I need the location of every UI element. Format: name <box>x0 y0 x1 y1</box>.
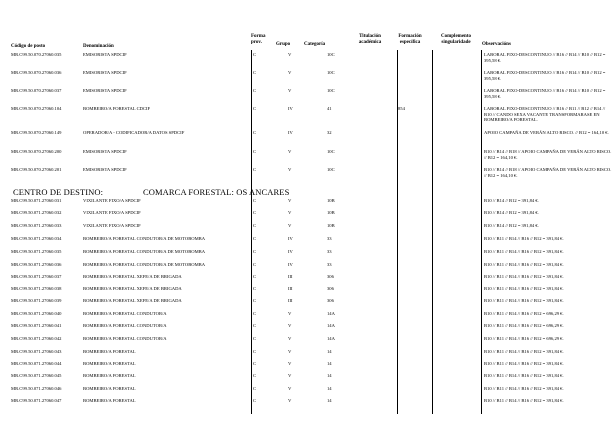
row-obs: B10 // B11 // B14 // B16 // B12 = 391,84 €. <box>484 262 564 267</box>
header-grupo: Grupo <box>276 42 291 47</box>
row-obs: B10 // B14 // B12 = 391,84 €. <box>484 210 539 215</box>
row-obs: LABORAL FIXO-DESCONTINUO // B16 // B14 // B10 // B12 = 395,58 €. <box>484 52 606 63</box>
row-grupo: V <box>288 398 292 403</box>
header-denominacion: Denominación <box>83 44 114 49</box>
header-formacion-line1: Formación <box>398 34 422 39</box>
row-grupo: V <box>288 386 292 391</box>
row-prov: C <box>253 298 257 303</box>
row-grupo: V <box>288 349 292 354</box>
row-name: BOMBEIRO/A FORESTAL <box>83 386 136 391</box>
row-cat: 33 <box>327 249 332 254</box>
row-prov: C <box>253 106 257 111</box>
row-obs: B10 // B14 // B18 // APOIO CAMPAÑA DE VERÁN ALTO RISCO. // B12 = 164,10 €. <box>484 149 612 160</box>
row-prov: C <box>253 286 257 291</box>
row-cat: 41 <box>327 106 332 111</box>
row-prov: C <box>253 349 257 354</box>
row-name: BOMBEIRO/A FORESTAL CDCIF <box>83 106 151 111</box>
row-prov: C <box>253 198 257 203</box>
row-code: MR.C99.50.070.27060.149 <box>11 130 62 135</box>
row-name: EMISORISTA SPDCIF <box>83 70 127 75</box>
row-obs: B10 // B11 // B14 // B16 // B12 = 391,84 €. <box>484 298 564 303</box>
row-code: MR.C99.50.071.27060.047 <box>11 398 62 403</box>
row-grupo: V <box>288 167 292 172</box>
row-name: BOMBEIRO/A FORESTAL CONDUTOR/A <box>83 311 167 316</box>
row-prov: C <box>253 336 257 341</box>
row-grupo: V <box>288 88 292 93</box>
row-name: VIXILANTE FIXO/A SPDCIF <box>83 210 141 215</box>
row-name: BOMBEIRO/A FORESTAL XEFE/A DE BRIGADA <box>83 274 182 279</box>
row-cat: 306 <box>327 298 334 303</box>
row-esp: 854 <box>398 106 405 111</box>
row-cat: 306 <box>327 286 334 291</box>
row-obs: B10 // B11 // B14 // B16 // B12 = 696,29 €. <box>484 311 564 316</box>
row-cat: 14A <box>327 323 335 328</box>
row-code: MR.C99.50.071.27060.031 <box>11 198 62 203</box>
row-name: VIXILANTE FIXO/A SPDCIF <box>83 223 141 228</box>
row-cat: 33 <box>327 262 332 267</box>
row-name: VIXILANTE FIXO/A SPDCIF <box>83 198 141 203</box>
row-name: EMISORISTA SPDCIF <box>83 88 127 93</box>
row-prov: C <box>253 249 257 254</box>
row-grupo: V <box>288 323 292 328</box>
row-prov: C <box>253 236 257 241</box>
header-complemento-line1: Complemento <box>441 34 471 39</box>
row-grupo: V <box>288 210 292 215</box>
row-code: MR.C99.50.071.27060.033 <box>11 223 62 228</box>
row-code: MR.C99.50.071.27060.038 <box>11 286 62 291</box>
row-obs: B10 // B14 // B12 = 391,84 €. <box>484 198 539 203</box>
comarca-name: COMARCA FORESTAL: OS ANCARES <box>143 187 290 197</box>
row-grupo: V <box>288 361 292 366</box>
row-name: BOMBEIRO/A FORESTAL CONDUTOR/A DE MOTOBOMBA <box>83 262 206 267</box>
row-obs: B10 // B11 // B14 // B16 // B12 = 391,84 €. <box>484 386 564 391</box>
header-titulacion-line1: Titulación <box>359 34 381 39</box>
row-prov: C <box>253 398 257 403</box>
row-cat: 14A <box>327 311 335 316</box>
row-cat: 32 <box>327 130 332 135</box>
row-grupo: V <box>288 52 292 57</box>
row-name: BOMBEIRO/A FORESTAL CONDUTOR/A DE MOTOBOMBA <box>83 236 206 241</box>
row-code: MR.C99.50.070.27060.035 <box>11 52 62 57</box>
row-name: BOMBEIRO/A FORESTAL XEFE/A DE BRIGADA <box>83 286 182 291</box>
row-obs: LABORAL FIXO-DESCONTINUO // B16 // B14 // B10 // B12 = 395,58 €. <box>484 88 606 99</box>
row-name: EMISORISTA SPDCIF <box>83 149 127 154</box>
row-prov: C <box>253 373 257 378</box>
row-obs: B10 // B11 // B14 // B16 // B12 = 391,84 €. <box>484 398 564 403</box>
row-name: BOMBEIRO/A FORESTAL <box>83 349 136 354</box>
row-prov: C <box>253 323 257 328</box>
row-name: BOMBEIRO/A FORESTAL CONDUTOR/A <box>83 336 167 341</box>
row-prov: C <box>253 149 257 154</box>
row-code: MR.C99.50.071.27060.034 <box>11 236 62 241</box>
row-code: MR.C99.50.071.27060.042 <box>11 336 62 341</box>
col-separator <box>397 50 398 414</box>
row-code: MR.C99.50.071.27060.036 <box>11 262 62 267</box>
row-code: MR.C99.50.071.27060.039 <box>11 298 62 303</box>
row-grupo: IV <box>288 236 293 241</box>
row-grupo: V <box>288 198 292 203</box>
row-grupo: V <box>288 373 292 378</box>
row-prov: C <box>253 167 257 172</box>
header-formacion <box>392 34 428 45</box>
row-obs: B10 // B11 // B14 // B16 // B12 = 391,84 €. <box>484 373 564 378</box>
row-grupo: IV <box>288 130 293 135</box>
header-observacions: Observacións <box>482 42 511 47</box>
header-forma-line1: Forma <box>251 34 266 39</box>
header-codigo: Código de posto <box>11 44 46 49</box>
row-cat: 10C <box>327 70 335 75</box>
row-obs: B10 // B14 // B18 // APOIO CAMPAÑA DE VERÁN ALTO RISCO. // B12 = 164,10 €. <box>484 167 612 178</box>
row-prov: C <box>253 52 257 57</box>
header-titulacion <box>352 34 388 45</box>
row-cat: 14 <box>327 386 332 391</box>
header-formacion-line2: específica <box>399 39 421 45</box>
row-code: MR.C99.50.070.27060.104 <box>11 106 62 111</box>
row-prov: C <box>253 70 257 75</box>
row-prov: C <box>253 88 257 93</box>
col-separator <box>251 50 252 414</box>
row-code: MR.C99.50.071.27060.043 <box>11 349 62 354</box>
row-obs: B10 // B11 // B14 // B16 // B12 = 391,84 €. <box>484 249 564 254</box>
row-obs: B10 // B11 // B14 // B16 // B12 = 391,84 €. <box>484 349 564 354</box>
row-grupo: V <box>288 311 292 316</box>
row-obs: LABORAL FIXO-DESCONTINUO // B16 // B14 // B10 // B12 = 395,58 €. <box>484 70 606 81</box>
row-prov: C <box>253 386 257 391</box>
row-cat: 306 <box>327 274 334 279</box>
row-code: MR.C99.50.071.27060.045 <box>11 373 62 378</box>
row-obs: B10 // B11 // B14 // B16 // B12 = 696,29 €. <box>484 336 564 341</box>
row-grupo: IV <box>288 249 293 254</box>
row-prov: C <box>253 311 257 316</box>
header-categoria: Categoría <box>304 42 326 47</box>
row-cat: 10C <box>327 149 335 154</box>
header-complemento <box>435 34 477 45</box>
row-cat: 14 <box>327 349 332 354</box>
row-code: MR.C99.50.070.27060.200 <box>11 149 62 154</box>
row-obs: LABORAL FIXO-DESCONTINUO // B16 // B11 // B12 // B14 // B10 // CANDO SEXA VACANTE TRANSFORMARASE EN BOMBEIRO/A FORESTAL. <box>484 106 606 123</box>
row-prov: C <box>253 130 257 135</box>
row-prov: C <box>253 274 257 279</box>
row-code: MR.C99.50.071.27060.044 <box>11 361 62 366</box>
header-titulacion-line2: académica <box>358 39 382 45</box>
row-cat: 10B <box>327 223 335 228</box>
row-cat: 33 <box>327 236 332 241</box>
row-code: MR.C99.50.071.27060.037 <box>11 274 62 279</box>
row-prov: C <box>253 262 257 267</box>
row-cat: 10B <box>327 198 335 203</box>
row-grupo: V <box>288 149 292 154</box>
row-obs: B10 // B11 // B14 // B16 // B12 = 391,84 €. <box>484 274 564 279</box>
row-name: BOMBEIRO/A FORESTAL <box>83 398 136 403</box>
row-cat: 10B <box>327 210 335 215</box>
row-prov: C <box>253 223 257 228</box>
row-prov: C <box>253 361 257 366</box>
header-complemento-line2: singularidade <box>441 39 471 45</box>
row-obs: B10 // B11 // B14 // B16 // B12 = 391,84 €. <box>484 236 564 241</box>
row-obs: APOIO CAMPAÑA DE VERÁN ALTO RISCO. // B12 = 164,10 €. <box>484 130 609 135</box>
col-separator <box>432 50 433 414</box>
row-grupo: V <box>288 223 292 228</box>
row-grupo: III <box>288 274 293 279</box>
row-name: BOMBEIRO/A FORESTAL CONDUTOR/A <box>83 323 167 328</box>
row-code: MR.C99.50.070.27060.037 <box>11 88 62 93</box>
row-grupo: III <box>288 286 293 291</box>
row-name: EMISORISTA SPDCIF <box>83 52 127 57</box>
row-obs: B10 // B11 // B14 // B16 // B12 = 391,84 €. <box>484 286 564 291</box>
row-cat: 14A <box>327 336 335 341</box>
row-grupo: III <box>288 298 293 303</box>
row-grupo: IV <box>288 262 293 267</box>
row-cat: 10C <box>327 88 335 93</box>
row-code: MR.C99.50.071.27060.041 <box>11 323 62 328</box>
row-name: BOMBEIRO/A FORESTAL <box>83 361 136 366</box>
row-name: EMISORISTA SPDCIF <box>83 167 127 172</box>
row-code: MR.C99.50.070.27060.036 <box>11 70 62 75</box>
row-name: BOMBEIRO/A FORESTAL XEFE/A DE BRIGADA <box>83 298 182 303</box>
row-name: BOMBEIRO/A FORESTAL CONDUTOR/A DE MOTOBOMBA <box>83 249 206 254</box>
row-cat: 10C <box>327 167 335 172</box>
row-name: OPERADOR/A - CODIFICADOR/A DATOS SPDCIF <box>83 130 185 135</box>
row-code: MR.C99.50.071.27060.032 <box>11 210 62 215</box>
row-prov: C <box>253 210 257 215</box>
row-cat: 14 <box>327 361 332 366</box>
row-cat: 10C <box>327 52 335 57</box>
row-obs: B10 // B14 // B12 = 391,84 €. <box>484 223 539 228</box>
row-grupo: V <box>288 70 292 75</box>
row-code: MR.C99.50.071.27060.046 <box>11 386 62 391</box>
row-grupo: V <box>288 336 292 341</box>
header-forma-line2: prov. <box>251 39 262 45</box>
row-code: MR.C99.50.070.27060.201 <box>11 167 62 172</box>
header-forma <box>251 34 265 45</box>
row-code: MR.C99.50.071.27060.040 <box>11 311 62 316</box>
row-grupo: IV <box>288 106 293 111</box>
centro-destino-label: CENTRO DE DESTINO: <box>13 187 104 197</box>
row-code: MR.C99.50.071.27060.035 <box>11 249 62 254</box>
row-obs: B10 // B11 // B14 // B16 // B12 = 391,84 €. <box>484 361 564 366</box>
row-obs: B10 // B11 // B14 // B16 // B12 = 696,29 €. <box>484 323 564 328</box>
row-cat: 14 <box>327 398 332 403</box>
row-name: BOMBEIRO/A FORESTAL <box>83 373 136 378</box>
col-separator <box>481 50 482 414</box>
row-cat: 14 <box>327 373 332 378</box>
